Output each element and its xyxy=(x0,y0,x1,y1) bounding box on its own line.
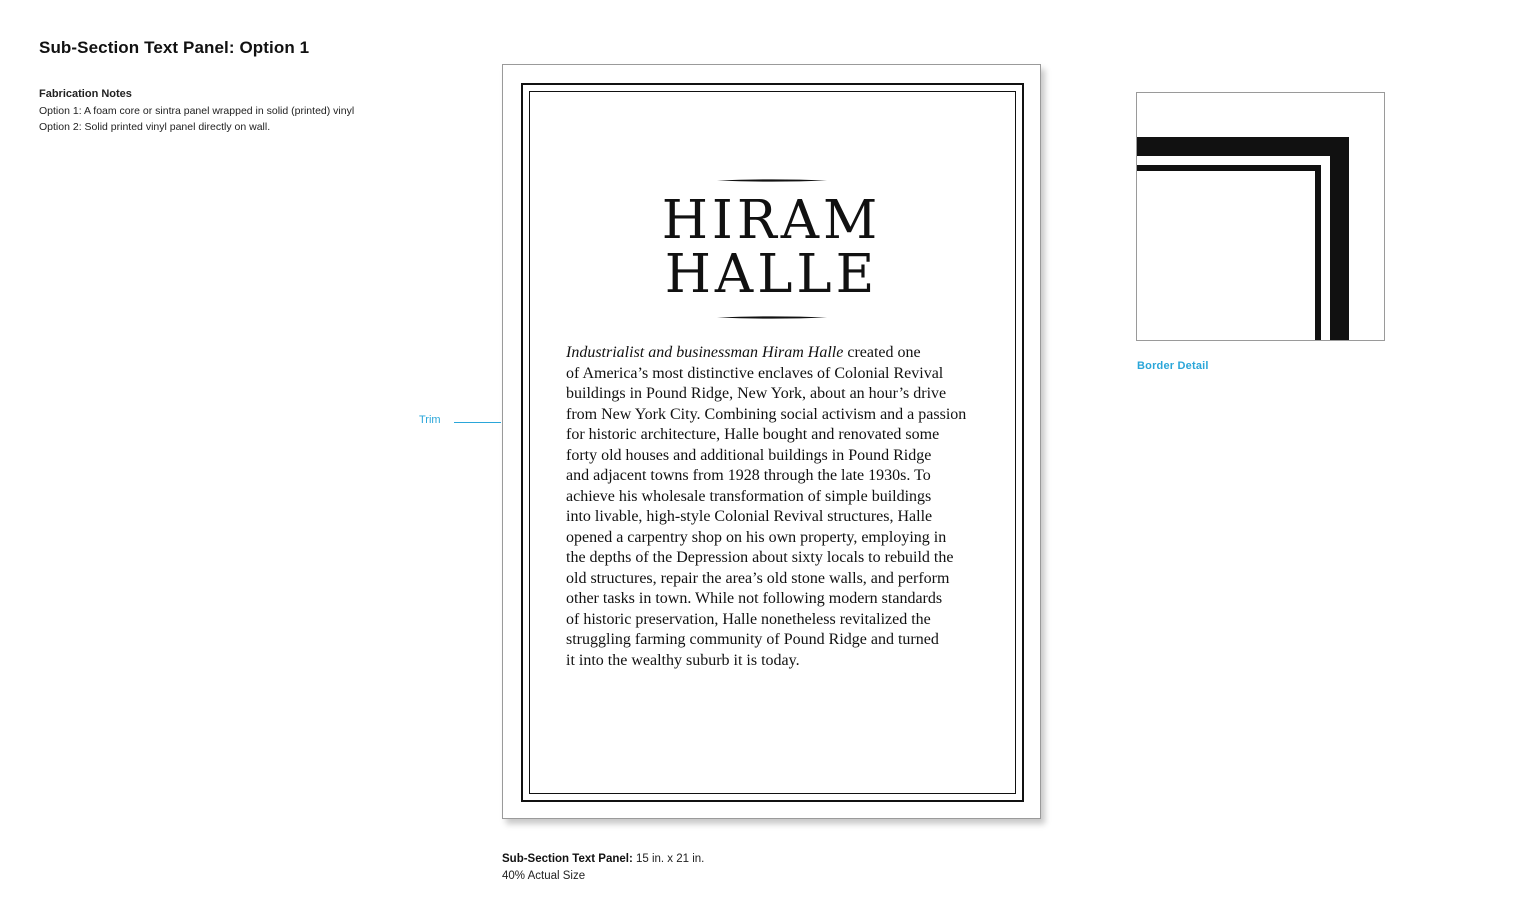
sheet-title: Sub-Section Text Panel: Option 1 xyxy=(39,38,310,57)
trim-label: Trim xyxy=(419,414,441,426)
caption-scale: 40% Actual Size xyxy=(502,869,586,882)
trim-leader-line xyxy=(454,422,501,423)
caption-label: Sub-Section Text Panel: xyxy=(502,853,633,865)
fabrication-note-option-2: Option 2: Solid printed vinyl panel directly on wall. xyxy=(39,121,271,133)
body-line: old structures, repair the area’s old stone walls, and perform xyxy=(566,569,950,587)
panel-title-line-2: HALLE xyxy=(664,244,879,305)
top-ornamental-rule xyxy=(717,179,827,182)
body-intro-italic: Industrialist and businessman Hiram Halle xyxy=(566,344,844,361)
border-detail-label: Border Detail xyxy=(1137,360,1209,372)
body-line: from New York City. Combining social activism and a passion xyxy=(566,405,967,423)
body-line: into livable, high-style Colonial Revival structures, Halle xyxy=(566,508,933,525)
panel-title-line-1: HIRAM xyxy=(661,190,882,251)
body-line: buildings in Pound Ridge, New York, about an hour’s drive xyxy=(566,385,947,402)
body-line: achieve his wholesale transformation of simple buildings xyxy=(566,487,932,505)
body-line: opened a carpentry shop on his own property, employing in xyxy=(566,528,947,546)
panel-body-text xyxy=(566,343,966,671)
body-line: it into the wealthy suburb it is today. xyxy=(566,651,800,669)
body-line: of America’s most distinctive enclaves of Colonial Revival xyxy=(566,364,944,382)
fabrication-note-option-1: Option 1: A foam core or sintra panel wrapped in solid (printed) vinyl xyxy=(39,104,355,117)
panel-caption xyxy=(502,851,704,884)
bottom-ornamental-rule xyxy=(717,316,827,319)
border-detail-illustration xyxy=(1137,93,1384,340)
fabrication-notes-heading: Fabrication Notes xyxy=(39,88,132,100)
body-line: of historic preservation, Halle nonetheless revitalized the xyxy=(566,610,931,628)
text-panel-mockup xyxy=(502,64,1041,819)
body-line: and adjacent towns from 1928 through the late 1930s. To xyxy=(566,467,931,484)
body-line: other tasks in town. While not following modern standards xyxy=(566,590,943,607)
body-line: for historic architecture, Halle bought and renovated some xyxy=(566,426,940,443)
caption-size: 15 in. x 21 in. xyxy=(632,853,705,865)
caption-size-line xyxy=(502,851,704,868)
body-line: forty old houses and additional buildings in Pound Ridge xyxy=(566,446,932,464)
fabrication-notes xyxy=(39,86,354,136)
body-line: the depths of the Depression about sixty locals to rebuild the xyxy=(566,549,954,566)
panel-heading xyxy=(503,179,1040,319)
body-line xyxy=(566,343,966,364)
border-detail-box xyxy=(1136,92,1385,341)
body-line-text: created one xyxy=(843,344,921,361)
body-line: struggling farming community of Pound Ridge and turned xyxy=(566,631,939,648)
